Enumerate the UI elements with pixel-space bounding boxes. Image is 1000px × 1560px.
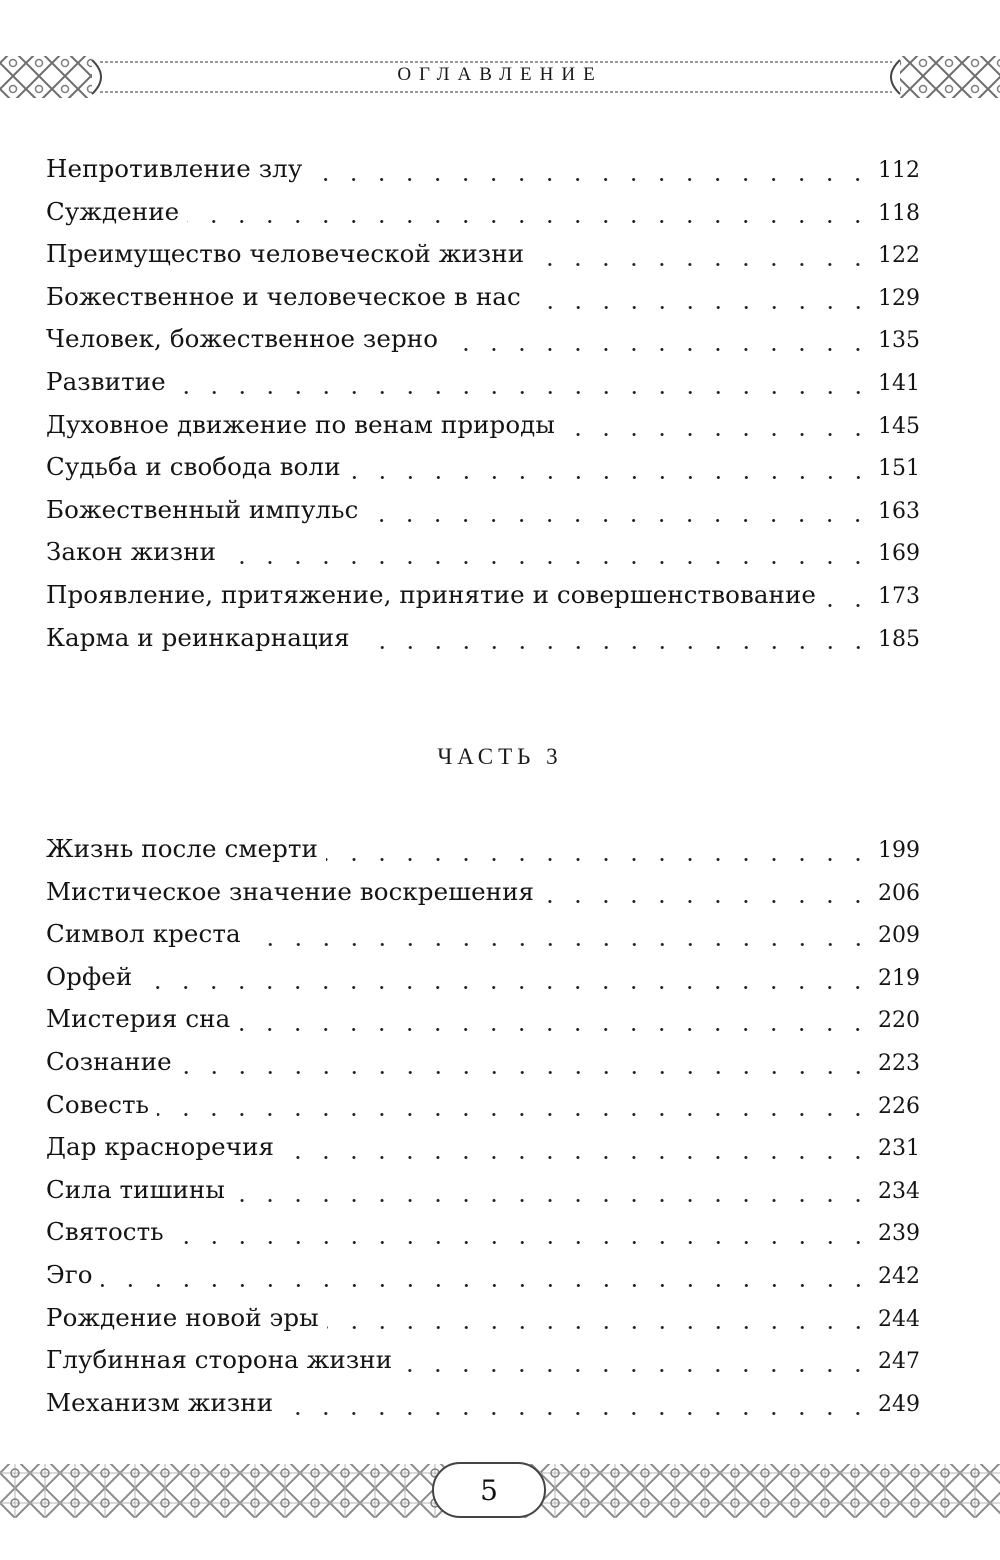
toc-entry-page: 242 <box>878 1263 920 1289</box>
toc-entry-page: 185 <box>878 626 920 652</box>
toc-entry[interactable] <box>46 998 920 1041</box>
dot-leader <box>542 899 872 904</box>
dot-leader <box>326 857 872 862</box>
toc-entry-page: 141 <box>878 370 920 396</box>
running-header: ОГЛАВЛЕНИЕ <box>397 64 603 85</box>
toc-entry-title: Мистерия сна <box>46 1004 231 1034</box>
toc-entry-title: Непротивление злу <box>46 154 303 183</box>
toc-entry[interactable] <box>46 361 920 404</box>
toc-entry-page: 122 <box>878 243 920 269</box>
toc-entry-page: 234 <box>878 1178 920 1204</box>
dot-leader <box>281 1411 872 1416</box>
toc-entry[interactable] <box>46 318 920 361</box>
toc-entry[interactable] <box>46 956 920 999</box>
toc-entry-title: Сознание <box>46 1046 172 1076</box>
toc-entry[interactable] <box>46 871 920 914</box>
toc-list-part2 <box>46 148 920 659</box>
toc-entry-title: Закон жизни <box>46 537 217 567</box>
toc-entry-page: 199 <box>878 838 920 863</box>
toc-entry[interactable] <box>46 617 920 660</box>
toc-entry-page: 112 <box>878 158 920 183</box>
dot-leader <box>358 645 872 650</box>
toc-entry-page: 226 <box>878 1093 920 1119</box>
toc-entry[interactable] <box>46 148 920 191</box>
toc-entry-page: 118 <box>878 200 920 226</box>
dot-leader <box>532 262 872 267</box>
toc-entry[interactable] <box>46 233 920 276</box>
toc-entry-title: Эго <box>46 1259 93 1289</box>
toc-entry-title: Орфей <box>46 961 133 991</box>
toc-entry[interactable] <box>46 1126 920 1169</box>
toc-entry-page: 247 <box>878 1349 920 1375</box>
toc-entry-page: 145 <box>878 413 920 439</box>
dot-leader <box>233 1198 872 1203</box>
toc-entry[interactable] <box>46 1382 920 1425</box>
toc-entry-title: Человек, божественное зерно <box>46 324 439 354</box>
toc-entry-page: 219 <box>878 965 920 991</box>
toc-entry[interactable] <box>46 191 920 234</box>
toc-entry-page: 239 <box>878 1221 920 1247</box>
dot-leader <box>327 1325 872 1330</box>
toc-entry-title: Духовное движение по венам природы <box>46 409 555 439</box>
dot-leader <box>349 475 872 480</box>
toc-entry-page: 206 <box>878 880 920 906</box>
toc-entry[interactable] <box>46 1211 920 1254</box>
toc-entry[interactable] <box>46 574 920 617</box>
toc-entry-page: 209 <box>878 923 920 949</box>
toc-entry-page: 173 <box>878 583 920 609</box>
toc-entry-title: Суждение <box>46 196 180 226</box>
toc-entry-page: 231 <box>878 1136 920 1162</box>
toc-entry-page: 220 <box>878 1008 920 1034</box>
dot-leader <box>824 603 872 608</box>
toc-list-part3 <box>46 828 920 1424</box>
toc-entry-title: Божественный импульс <box>46 494 359 524</box>
dot-leader <box>400 1368 872 1373</box>
toc-entry-title: Глубинная сторона жизни <box>46 1345 393 1375</box>
toc-entry[interactable] <box>46 1297 920 1340</box>
dot-leader <box>140 985 872 990</box>
toc-entry-title: Божественное и человеческое в нас <box>46 281 521 311</box>
toc-entry-title: Совесть <box>46 1089 150 1119</box>
dot-leader <box>157 1112 872 1117</box>
toc-entry[interactable] <box>46 276 920 319</box>
toc-entry-title: Карма и реинкарнация <box>46 622 350 652</box>
toc-entry-page: 129 <box>878 285 920 311</box>
toc-entry-title: Дар красноречия <box>46 1132 275 1162</box>
toc-entry-title: Преимущество человеческой жизни <box>46 239 525 269</box>
toc-entry-page: 249 <box>878 1391 920 1417</box>
dot-leader <box>529 305 872 310</box>
toc-entry-page: 244 <box>878 1306 920 1332</box>
dot-leader <box>249 942 872 947</box>
part-heading: ЧАСТЬ 3 <box>437 744 563 769</box>
dot-leader <box>366 518 872 523</box>
dot-leader <box>282 1155 872 1160</box>
toc-entry-title: Жизнь после смерти <box>46 834 318 863</box>
dot-leader <box>224 560 872 565</box>
page-number: 5 <box>480 1473 498 1507</box>
toc-entry[interactable] <box>46 913 920 956</box>
toc-entry-page: 169 <box>878 541 920 567</box>
dot-leader <box>446 347 872 352</box>
toc-entry-title: Мистическое значение воскрешения <box>46 876 535 906</box>
dot-leader <box>310 177 872 182</box>
toc-entry[interactable] <box>46 828 920 871</box>
toc-entry-title: Развитие <box>46 366 166 396</box>
toc-entry[interactable] <box>46 489 920 532</box>
toc-entry-page: 163 <box>878 498 920 524</box>
toc-entry-title: Механизм жизни <box>46 1387 274 1417</box>
toc-entry-title: Святость <box>46 1217 164 1247</box>
dot-leader <box>563 432 872 437</box>
toc-entry[interactable] <box>46 1041 920 1084</box>
toc-entry[interactable] <box>46 1169 920 1212</box>
toc-entry[interactable] <box>46 1339 920 1382</box>
dot-leader <box>172 1240 872 1245</box>
toc-entry-page: 223 <box>878 1050 920 1076</box>
dot-leader <box>187 219 872 224</box>
toc-entry[interactable] <box>46 446 920 489</box>
toc-entry-title: Рождение новой эры <box>46 1302 319 1332</box>
toc-entry[interactable] <box>46 404 920 447</box>
toc-entry-page: 151 <box>878 456 920 482</box>
toc-entry-title: Судьба и свобода воли <box>46 452 341 482</box>
toc-entry-title: Проявление, притяжение, принятие и совершенствование <box>46 579 817 609</box>
toc-entry[interactable] <box>46 531 920 574</box>
dot-leader <box>174 390 872 395</box>
dot-leader <box>180 1070 872 1075</box>
toc-entry-title: Сила тишины <box>46 1174 225 1204</box>
page-number-badge <box>432 1462 546 1518</box>
toc-entry[interactable] <box>46 1084 920 1127</box>
dot-leader <box>238 1027 872 1032</box>
dot-leader <box>101 1283 872 1288</box>
toc-entry[interactable] <box>46 1254 920 1297</box>
toc-entry-page: 135 <box>878 328 920 354</box>
toc-entry-title: Символ креста <box>46 919 241 949</box>
